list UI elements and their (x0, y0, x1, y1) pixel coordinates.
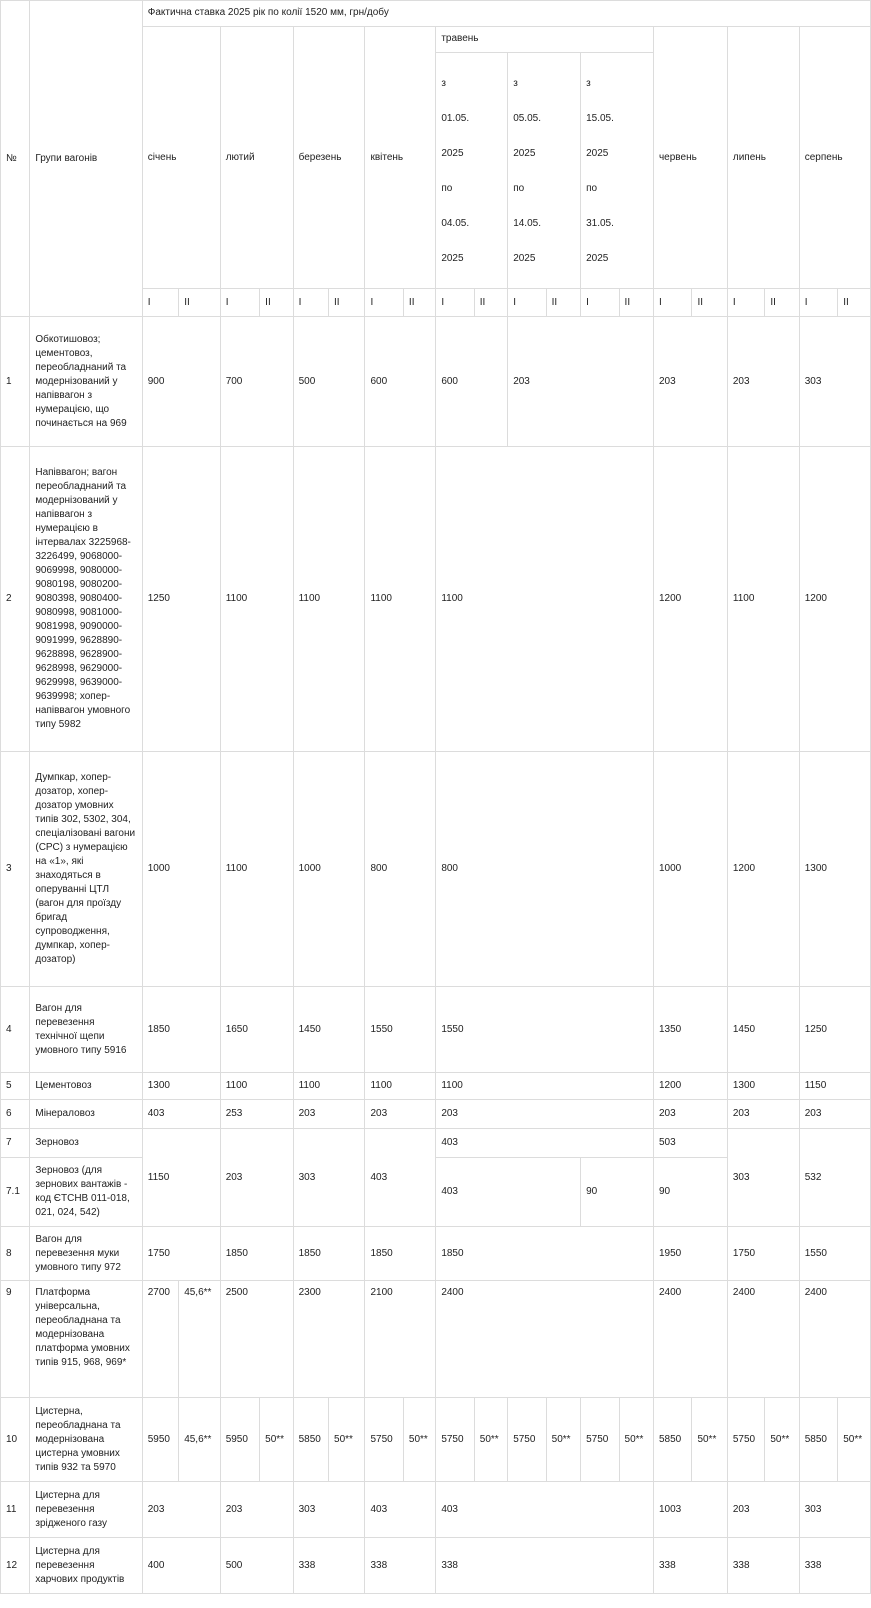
header-sub-ii: II (329, 289, 365, 317)
rate-jul: 203 (727, 1482, 799, 1538)
rate-may: 403 (436, 1129, 654, 1158)
rate-aug: 203 (799, 1100, 870, 1129)
rate-feb: 253 (220, 1100, 293, 1129)
rate-mar: 1000 (293, 752, 365, 987)
rate-mar: 303 (293, 1129, 365, 1227)
rate-apr: 1850 (365, 1227, 436, 1281)
rate-jul: 203 (727, 1100, 799, 1129)
rate-apr: 403 (365, 1129, 436, 1227)
table-row (1, 1398, 871, 1482)
header-sub-i: I (799, 289, 837, 317)
wagon-group-name: Мінераловоз (30, 1100, 142, 1129)
header-sub-ii: II (619, 289, 653, 317)
rate-may: 2400 (436, 1281, 654, 1398)
header-month-mar: березень (293, 27, 365, 289)
rate-jul-i: 5750 (727, 1398, 764, 1482)
rate-feb: 1100 (220, 752, 293, 987)
rate-may: 1550 (436, 987, 654, 1073)
rate-jan: 1850 (142, 987, 220, 1073)
wagon-group-name: Вагон для перевезення муки умовного типу 972 (30, 1227, 142, 1281)
rate-feb: 1850 (220, 1227, 293, 1281)
rate-aug: 532 (799, 1129, 870, 1227)
rate-apr: 800 (365, 752, 436, 987)
rate-mar: 500 (293, 317, 365, 447)
rate-jul-ii: 50** (765, 1398, 799, 1482)
row-number: 11 (1, 1482, 30, 1538)
rate-feb: 1650 (220, 987, 293, 1073)
wagon-group-name: Зерновоз (для зернових вантажів - код ЄТСНВ 011-018, 021, 024, 542) (30, 1158, 142, 1227)
rate-jan: 1150 (142, 1129, 220, 1227)
rate-jun: 203 (653, 317, 727, 447)
rate-may3-i: 5750 (581, 1398, 619, 1482)
rate-jun: 503 (653, 1129, 727, 1158)
header-sub-ii: II (403, 289, 435, 317)
rate-apr: 1100 (365, 447, 436, 752)
wagon-group-name: Цистерна для перевезення зрідженого газу (30, 1482, 142, 1538)
rate-may3-ii: 50** (619, 1398, 653, 1482)
rate-jul: 1100 (727, 447, 799, 752)
rate-jun: 2400 (653, 1281, 727, 1398)
header-month-jul: липень (727, 27, 799, 289)
header-may-period-1: з 01.05. 2025 по 04.05. 2025 (436, 53, 508, 289)
rate-jul: 1450 (727, 987, 799, 1073)
header-sub-ii: II (179, 289, 221, 317)
wagon-group-name: Зерновоз (30, 1129, 142, 1158)
wagon-group-name: Цистерна для перевезення харчових продуктів (30, 1538, 142, 1594)
rate-jul: 1750 (727, 1227, 799, 1281)
rate-feb: 1100 (220, 1073, 293, 1100)
header-may-period-3: з 15.05. 2025 по 31.05. 2025 (581, 53, 654, 289)
rate-jul: 203 (727, 317, 799, 447)
header-sub-i: I (436, 289, 474, 317)
rate-may-period-2-3: 203 (508, 317, 654, 447)
rate-jun: 1350 (653, 987, 727, 1073)
rate-may-period-1: 600 (436, 317, 508, 447)
row-number: 4 (1, 987, 30, 1073)
rate-jul: 1300 (727, 1073, 799, 1100)
rate-apr: 403 (365, 1482, 436, 1538)
rate-may: 1100 (436, 447, 654, 752)
rate-jun-i: 5850 (653, 1398, 691, 1482)
row-number: 2 (1, 447, 30, 752)
rate-jun: 1200 (653, 447, 727, 752)
header-sub-ii: II (838, 289, 871, 317)
rate-jan: 400 (142, 1538, 220, 1594)
rate-jan-i: 5950 (142, 1398, 178, 1482)
row-number: 10 (1, 1398, 30, 1482)
rate-mar-i: 5850 (293, 1398, 328, 1482)
rate-apr: 338 (365, 1538, 436, 1594)
header-sub-i: I (220, 289, 259, 317)
rate-jul: 2400 (727, 1281, 799, 1398)
rate-may2-ii: 50** (546, 1398, 580, 1482)
rate-aug: 1200 (799, 447, 870, 752)
rate-jun: 1003 (653, 1482, 727, 1538)
rate-aug: 303 (799, 1482, 870, 1538)
rate-aug: 303 (799, 317, 870, 447)
wagon-group-name: Платформа універсальна, переобладнана та модернізована платформа умовних типів 915, 968, 969* (30, 1281, 142, 1398)
rate-aug: 1550 (799, 1227, 870, 1281)
header-number: № (1, 1, 30, 317)
table-row (1, 1129, 871, 1158)
rate-mar: 2300 (293, 1281, 365, 1398)
header-sub-i: I (581, 289, 619, 317)
header-sub-i: I (508, 289, 546, 317)
rate-jun: 90 (653, 1158, 727, 1227)
rate-aug: 1250 (799, 987, 870, 1073)
header-month-jun: червень (653, 27, 727, 289)
rate-jan-ii: 45,6** (179, 1398, 221, 1482)
rate-jan: 1750 (142, 1227, 220, 1281)
table-row (1, 752, 871, 987)
rate-may-period-1-2: 403 (436, 1158, 581, 1227)
wagon-group-name: Думпкар, хопер-дозатор, хопер-дозатор умовних типів 302, 5302, 304, спеціалізовані вагони (СРС) з нумерацією на «1», які знаходяться в оперуванні ЦТЛ (вагон для проїзду бригад супроводження, думпкар, хопер-дозатор) (30, 752, 142, 987)
wagon-group-name: Обкотишовоз; цементовоз, переобладнаний та модернізований у напіввагон з нумерацією, що починається на 969 (30, 317, 142, 447)
header-month-may: травень (436, 27, 654, 53)
rate-apr-ii: 50** (403, 1398, 435, 1482)
table-row (1, 447, 871, 752)
rate-aug: 2400 (799, 1281, 870, 1398)
row-number: 7 (1, 1129, 30, 1158)
rate-may-period-3: 90 (581, 1158, 654, 1227)
rate-mar-ii: 50** (329, 1398, 365, 1482)
header-month-jan: січень (142, 27, 220, 289)
rate-may1-ii: 50** (474, 1398, 507, 1482)
header-month-feb: лютий (220, 27, 293, 289)
table-row (1, 1100, 871, 1129)
row-number: 8 (1, 1227, 30, 1281)
header-sub-ii: II (765, 289, 799, 317)
rate-may: 338 (436, 1538, 654, 1594)
row-number: 1 (1, 317, 30, 447)
rate-mar: 203 (293, 1100, 365, 1129)
rate-jan: 403 (142, 1100, 220, 1129)
rate-apr-i: 5750 (365, 1398, 403, 1482)
rate-feb: 700 (220, 317, 293, 447)
rate-may: 1100 (436, 1073, 654, 1100)
rate-apr: 600 (365, 317, 436, 447)
wagon-group-name: Цементовоз (30, 1073, 142, 1100)
rate-jul: 338 (727, 1538, 799, 1594)
header-sub-i: I (727, 289, 764, 317)
header-sub-ii: II (474, 289, 507, 317)
row-number: 6 (1, 1100, 30, 1129)
rate-feb-ii: 50** (260, 1398, 293, 1482)
rate-feb: 2500 (220, 1281, 293, 1398)
rate-apr: 1550 (365, 987, 436, 1073)
rate-jul: 303 (727, 1129, 799, 1227)
header-month-apr: квітень (365, 27, 436, 289)
rate-mar: 1850 (293, 1227, 365, 1281)
rate-may2-i: 5750 (508, 1398, 546, 1482)
rate-jun-ii: 50** (692, 1398, 727, 1482)
rate-jul: 1200 (727, 752, 799, 987)
rate-may: 403 (436, 1482, 654, 1538)
rate-mar: 303 (293, 1482, 365, 1538)
rate-may: 800 (436, 752, 654, 987)
header-sub-ii: II (546, 289, 580, 317)
rate-mar: 338 (293, 1538, 365, 1594)
rate-jun: 338 (653, 1538, 727, 1594)
header-month-aug: серпень (799, 27, 870, 289)
rate-jan: 1000 (142, 752, 220, 987)
rate-jun: 1200 (653, 1073, 727, 1100)
table-row (1, 987, 871, 1073)
rate-apr: 1100 (365, 1073, 436, 1100)
rate-jun: 1000 (653, 752, 727, 987)
header-sub-ii: II (692, 289, 727, 317)
header-may-period-2: з 05.05. 2025 по 14.05. 2025 (508, 53, 581, 289)
header-sub-ii: II (260, 289, 293, 317)
rate-mar: 1100 (293, 1073, 365, 1100)
table-row (1, 1073, 871, 1100)
row-number: 7.1 (1, 1158, 30, 1227)
header-rate-title: Фактична ставка 2025 рік по колії 1520 мм, грн/добу (142, 1, 870, 27)
rate-feb: 500 (220, 1538, 293, 1594)
rate-may: 203 (436, 1100, 654, 1129)
table-row (1, 317, 871, 447)
rate-jan: 203 (142, 1482, 220, 1538)
rate-may: 1850 (436, 1227, 654, 1281)
row-number: 3 (1, 752, 30, 987)
rate-feb-i: 5950 (220, 1398, 259, 1482)
rate-jan: 1300 (142, 1073, 220, 1100)
rate-aug: 1150 (799, 1073, 870, 1100)
rate-mar: 1450 (293, 987, 365, 1073)
rate-feb: 203 (220, 1482, 293, 1538)
rate-jan-ii: 45,6** (179, 1281, 221, 1398)
rate-may1-i: 5750 (436, 1398, 474, 1482)
rate-jan-i: 2700 (142, 1281, 178, 1398)
wagon-group-name: Цистерна, переобладнана та модернізована цистерна умовних типів 932 та 5970 (30, 1398, 142, 1482)
row-number: 9 (1, 1281, 30, 1398)
row-number: 12 (1, 1538, 30, 1594)
table-row (1, 1482, 871, 1538)
header-sub-i: I (365, 289, 403, 317)
rate-jan: 1250 (142, 447, 220, 752)
header-sub-i: I (293, 289, 328, 317)
wagon-group-name: Напіввагон; вагон переобладнаний та модернізований у напіввагон з нумерацією в інтервалах 3225968-3226499, 9068000-9069998, 9080000-9080198, 9080200-9080398, 9080400-9080998, 9081000-9081998, 9090000-9091999, 9628890-9628898, 9628900-9628998, 9629000-9629998, 9639000-9639998; хопер-напіввагон умовного типу 5982 (30, 447, 142, 752)
header-sub-i: I (142, 289, 178, 317)
table-row (1, 1538, 871, 1594)
rate-aug-i: 5850 (799, 1398, 837, 1482)
rate-feb: 1100 (220, 447, 293, 752)
rate-aug-ii: 50** (838, 1398, 871, 1482)
table-row (1, 1281, 871, 1398)
rate-aug: 1300 (799, 752, 870, 987)
rate-apr: 203 (365, 1100, 436, 1129)
rate-apr: 2100 (365, 1281, 436, 1398)
rate-mar: 1100 (293, 447, 365, 752)
rate-jun: 1950 (653, 1227, 727, 1281)
table-row (1, 1227, 871, 1281)
rate-feb: 203 (220, 1129, 293, 1227)
header-sub-i: I (653, 289, 691, 317)
row-number: 5 (1, 1073, 30, 1100)
rate-jun: 203 (653, 1100, 727, 1129)
header-wagon-groups: Групи вагонів (30, 1, 142, 317)
rate-jan: 900 (142, 317, 220, 447)
rate-aug: 338 (799, 1538, 870, 1594)
wagon-group-name: Вагон для перевезення технічної щепи умовного типу 5916 (30, 987, 142, 1073)
